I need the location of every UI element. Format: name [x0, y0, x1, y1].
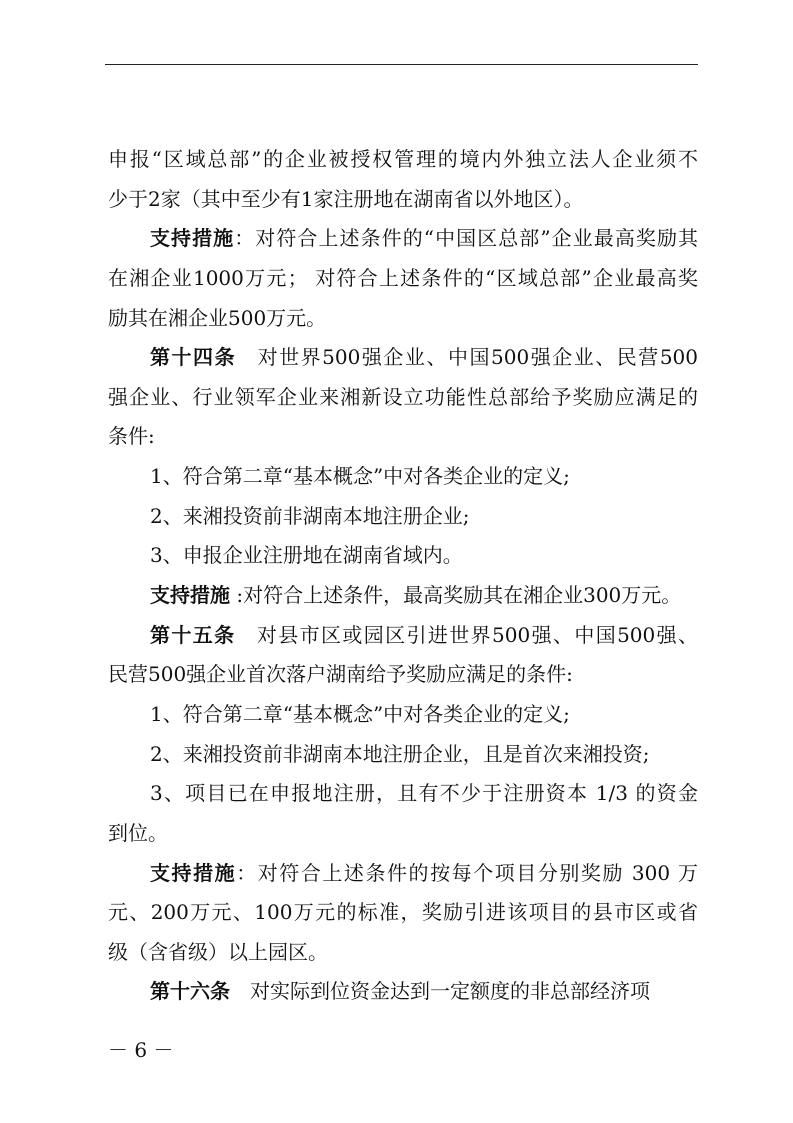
- line-text: 民营500强企业首次落户湖南给予奖励应满足的条件:: [108, 662, 573, 687]
- line-text: 在湘企业1000万元； 对符合上述条件的“区域总部”企业最高奖: [108, 265, 698, 290]
- bold-lead: 支持措施: [150, 583, 230, 608]
- text-line: [108, 616, 698, 656]
- line-text: 到位。: [108, 820, 168, 845]
- line-text: 少于2家（其中至少有1家注册地在湖南省以外地区）。: [108, 186, 584, 211]
- text-line: [108, 497, 698, 537]
- paragraph: [108, 457, 698, 497]
- text-line: [108, 259, 698, 299]
- bold-lead: 支持措施: [150, 226, 235, 251]
- text-line: [108, 536, 698, 576]
- bold-lead: 第十四条: [150, 345, 237, 370]
- line-text: 级（含省级）以上园区。: [108, 939, 328, 964]
- paragraph: [108, 854, 698, 973]
- line-text: 强企业、行业领军企业来湘新设立功能性总部给予奖励应满足的: [108, 384, 698, 409]
- text-line: [108, 972, 698, 1012]
- paragraph: [108, 616, 698, 695]
- line-text: 元、200万元、100万元的标准，奖励引进该项目的县市区或省: [108, 900, 698, 925]
- page-number: － 6 －: [108, 1038, 174, 1062]
- paragraph: [108, 774, 698, 853]
- bold-lead: 第十六条: [150, 979, 230, 1004]
- paragraph: [108, 735, 698, 775]
- text-line: [108, 180, 698, 220]
- header-rule: [105, 64, 698, 65]
- text-line: [108, 854, 698, 894]
- paragraph: [108, 219, 698, 338]
- text-line: [108, 893, 698, 933]
- paragraph: [108, 338, 698, 457]
- paragraph: [108, 695, 698, 735]
- text-line: [108, 140, 698, 180]
- line-text: ：对符合上述条件的按每个项目分别奖励 300 万: [236, 860, 699, 885]
- text-line: [108, 576, 698, 616]
- text-line: [108, 933, 698, 973]
- line-text: 1、符合第二章“基本概念”中对各类企业的定义;: [150, 701, 570, 726]
- text-line: [108, 655, 698, 695]
- line-text: 1、符合第二章“基本概念”中对各类企业的定义;: [150, 464, 570, 489]
- text-line: [108, 774, 698, 814]
- text-line: [108, 378, 698, 418]
- line-text: 对世界500强企业、中国500强企业、民营500: [236, 345, 698, 370]
- line-text: 3、申报企业注册地在湖南省域内。: [150, 543, 463, 568]
- paragraph: [108, 497, 698, 537]
- text-line: [108, 695, 698, 735]
- paragraph: [108, 140, 698, 219]
- text-line: [108, 417, 698, 457]
- line-text: 3、项目已在申报地注册，且有不少于注册资本 1/3 的资金: [150, 781, 698, 806]
- line-text: 条件:: [108, 424, 155, 449]
- line-text: 申报“区域总部”的企业被授权管理的境内外独立法人企业须不: [108, 147, 698, 171]
- paragraph: [108, 576, 698, 616]
- line-text: 对实际到位资金达到一定额度的非总部经济项: [230, 979, 650, 1004]
- line-text: ：对符合上述条件的“中国区总部”企业最高奖励其: [234, 226, 699, 251]
- bold-lead: 支持措施: [150, 860, 237, 885]
- line-text: 2、来湘投资前非湖南本地注册企业;: [150, 503, 470, 528]
- paragraph: [108, 536, 698, 576]
- text-line: [108, 814, 698, 854]
- text-line: [108, 299, 698, 339]
- text-line: [108, 219, 698, 259]
- line-text: :对符合上述条件，最高奖励其在湘企业300万元。: [230, 583, 682, 608]
- bold-lead: 第十五条: [150, 622, 236, 647]
- text-line: [108, 457, 698, 497]
- line-text: 2、来湘投资前非湖南本地注册企业，且是首次来湘投资;: [150, 741, 650, 766]
- line-text: 对县市区或园区引进世界500强、中国500强、: [235, 622, 699, 647]
- paragraph: [108, 972, 698, 1012]
- document-body: [108, 140, 698, 1012]
- text-line: [108, 338, 698, 378]
- text-line: [108, 735, 698, 775]
- line-text: 励其在湘企业500万元。: [108, 305, 327, 330]
